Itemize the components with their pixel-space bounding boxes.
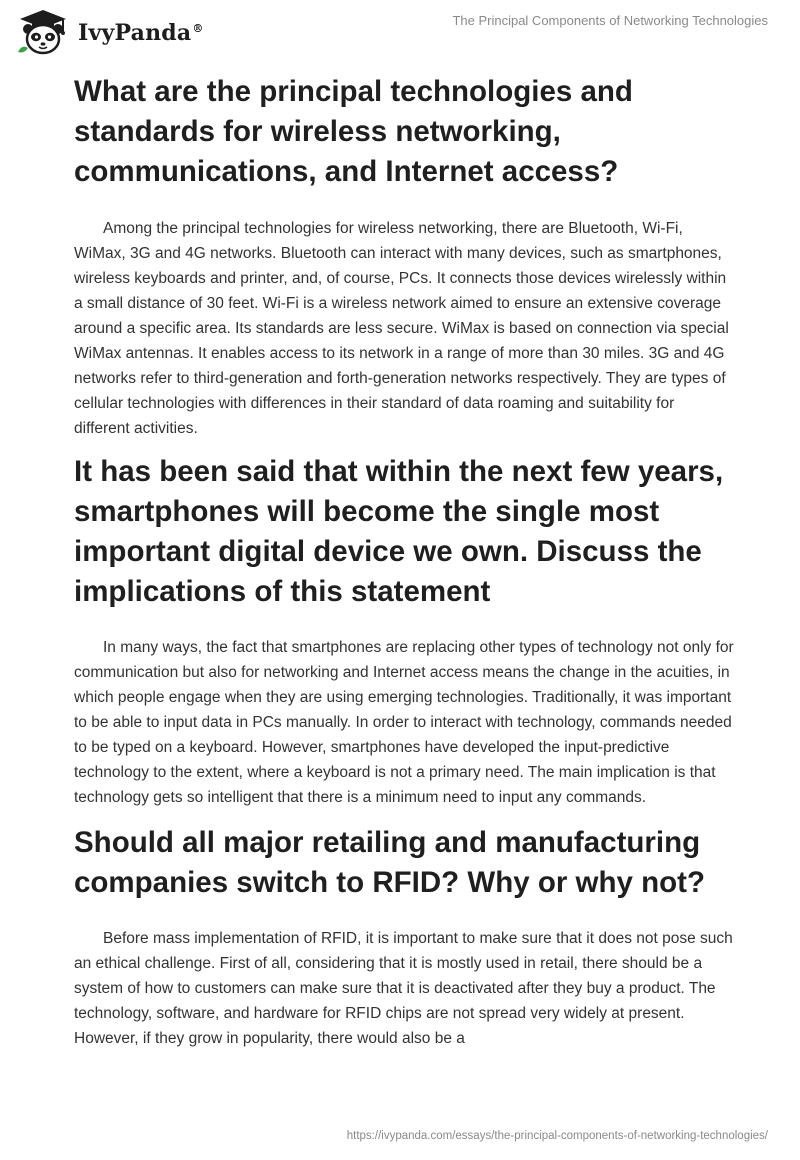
panda-graduation-cap-icon <box>16 8 70 58</box>
logo-text: IvyPanda® <box>78 20 204 46</box>
footer-url[interactable]: https://ivypanda.com/essays/the-principal-components-of-networking-technologies/ <box>346 1130 768 1142</box>
page-header <box>0 0 800 70</box>
paragraph-rfid: Before mass implementation of RFID, it is important to make sure that it does not pose such an ethical challenge. First of all, considering that it is mostly used in retail, there should be a system of how to customers can make sure that it is deactivated after they buy a product. The technology, software, and hardware for RFID chips are not spread very widely at present. However, if they grow in popularity, there would also be a <box>74 930 733 1047</box>
section-heading-smartphones: It has been said that within the next few years, smartphones will become the single most important digital device we own. Discuss the implications of this statement <box>74 455 724 608</box>
paragraph-wireless: Among the principal technologies for wireless networking, there are Bluetooth, Wi-Fi, WiMax, 3G and 4G networks. Bluetooth can interact with many devices, such as smartphones, wireless keyboards and printer, and, of course, PCs. It connects those devices wirelessly within a small distance of 30 feet. Wi-Fi is a wireless network aimed to ensure an extensive coverage around a specific area. Its standards are less secure. WiMax is based on connection via special WiMax antennas. It enables access to its network in a range of more than 30 miles. 3G and 4G networks refer to third-generation and forth-generation networks respectively. They are types of cellular technologies with differences in their standard of data roaming and suitability for different activities. <box>74 220 729 437</box>
document-title: The Principal Components of Networking Technologies <box>452 13 768 28</box>
ivypanda-logo[interactable] <box>16 8 204 58</box>
section-heading-rfid: Should all major retailing and manufacturing companies switch to RFID? Why or why not? <box>74 826 705 899</box>
section-heading-wireless: What are the principal technologies and standards for wireless networking, communications, and Internet access? <box>74 75 633 188</box>
paragraph-smartphones: In many ways, the fact that smartphones are replacing other types of technology not only for communication but also for networking and Internet access means the change in the acuities, in which people engage when they are using emerging technologies. Traditionally, it was important to be able to input data in PCs manually. In order to interact with technology, commands needed to be typed on a keyboard. However, smartphones have developed the input-predictive technology to the extent, where a keyboard is not a primary need. The main implication is that technology gets so intelligent that there is a minimum need to input any commands. <box>74 639 734 806</box>
essay-content <box>74 72 734 1051</box>
